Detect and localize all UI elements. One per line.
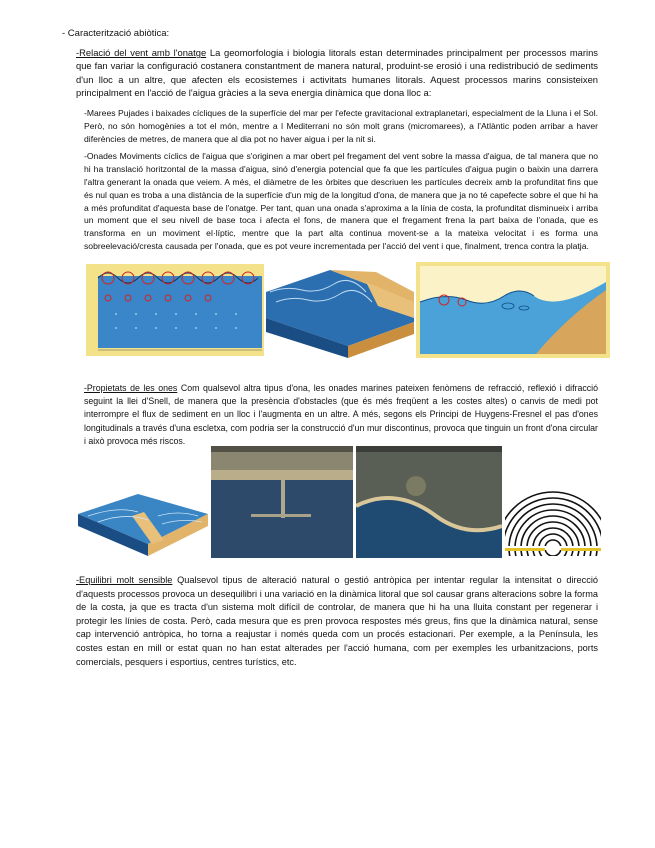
term-onades: -Onades	[84, 151, 117, 161]
wave-block-diagram	[266, 262, 414, 358]
text-propietats: Com qualsevol altra tipus d'ona, les onades marines pateixen fenòmens de refracció, reflexió i difracció seguint la llei d'Snell, de manera que la presència d'obstacles (que és més freqüent a les costes altes) o canvis de medi pot interrompre el flux de sediment en un lloc i l'augmenta en un altre. A més, segons els Principi de Huygens-Fresnel el pas d'ones longitudinals a través d'una escletxa, com podria ser la construcció d'un mur discontinus, provoca que tinguin un front d'ona circular i això provoca més riscos.	[84, 383, 598, 446]
paragraph-equilibri	[76, 574, 598, 669]
term-relacio: -Relació del vent amb l'onatge	[76, 47, 207, 58]
paragraph-propietats	[84, 382, 598, 448]
text-equilibri: Qualsevol tipus de alteració natural o gestió antròpica per intentar regular la intensitat o direcció d'aquests processos provoca un desequilibri i una variació en la dinàmica litoral que sol causar grans alteracions sobre la forma de la costa, ja que es tracta d'un sistema molt difícil de controlar, de manera que hi ha una lluita constant per regenerar i protegir les línies de costa. Però, cada mesura que es pren provoca respostes més greus, fins que la dinàmica natural, sense cap intervenció antròpica, ho torna a reajustar i només queda com un procés estacionari. Per exemple, a la Península, les costes estan en mill or estat quan no han estat alterades per l'acció humana, com per exemples les urbanitzacions, ports comercials, pesquers i esportius, centres turístics, etc.	[76, 575, 598, 667]
term-marees: -Marees	[84, 108, 116, 118]
text-onades: Moviments cíclics de l'aigua que s'originen a mar obert pel fregament del vent sobre la massa d'aigua, de tal manera que no hi ha translació horitzontal de la massa d'aigua, sinó d'energia potencial que fa que les partícules d'aigua pugin o baixin una darrera l'altra generant la onada que veiem. A més, el diàmetre de les òrbites que descriuen les partícules decreix amb la profunditat fins que és nul quan es troba a una distància de la superfície d'un mig de la longitud d'ona, de manera que ja no té capefecte sobre el que hi ha a més profunditat d'aquesta base de l'onatge. Per tant, quan una onada s'aproxima a la línia de costa, la profunditat disminueix i arriba un moment que el seu nivell de base toca i afecta el fons, de manera que el fregament frena la part baixa de l'onada, que es transforma en un moviment el·líptic, mentre que la part alta continua movent-se a la mateixa velocitat i es forma una sobreelevació/cresta causada per l'onada, que es pot veure incrementada per l'acció del vent i que, finalment, trenca contra la platja.	[84, 151, 598, 252]
paragraph-marees	[84, 107, 598, 146]
paragraph-onades	[84, 150, 598, 253]
term-equilibri: -Equilibri molt sensible	[76, 575, 173, 585]
diffraction-pattern	[505, 486, 601, 556]
wave-breaking-diagram	[416, 262, 610, 358]
harbor-aerial-photo	[211, 446, 353, 558]
wave-orbit-diagram	[86, 264, 264, 356]
text-marees: Pujades i baixades cícliques de la superfície del mar per l'efecte gravitacional extraplanetari, especialment de la Lluna i el Sol. Però, no són homogènies a tot el món, mentre a l Mediterrani no són molt grans (micromarees), a l'Atlàntic poden arribar a haver diferències de metres, de manera que al dia pot no haver aigua i per la nit si.	[84, 108, 598, 144]
bay-aerial-photo	[356, 446, 502, 558]
text-relacio: La geomorfologia i biologia litorals estan determinades principalment per processos marins que fan variar la configuració costanera constantment de manera natural, produint-se erosió i una redistribució de sediments d'un lloc a un altre, que afecten els ecosistemes i activitats humanes litorals. Aquest processos marins consisteixen principalment en l'acció de l'aigua gràcies a la seva energia dinàmica que dona lloc a:	[76, 47, 598, 99]
term-propietats: -Propietats de les ones	[84, 383, 178, 393]
paragraph-relacio	[76, 46, 598, 99]
wave-refraction-diagram	[78, 494, 208, 556]
section-heading: - Caracterització abiòtica:	[62, 28, 170, 39]
